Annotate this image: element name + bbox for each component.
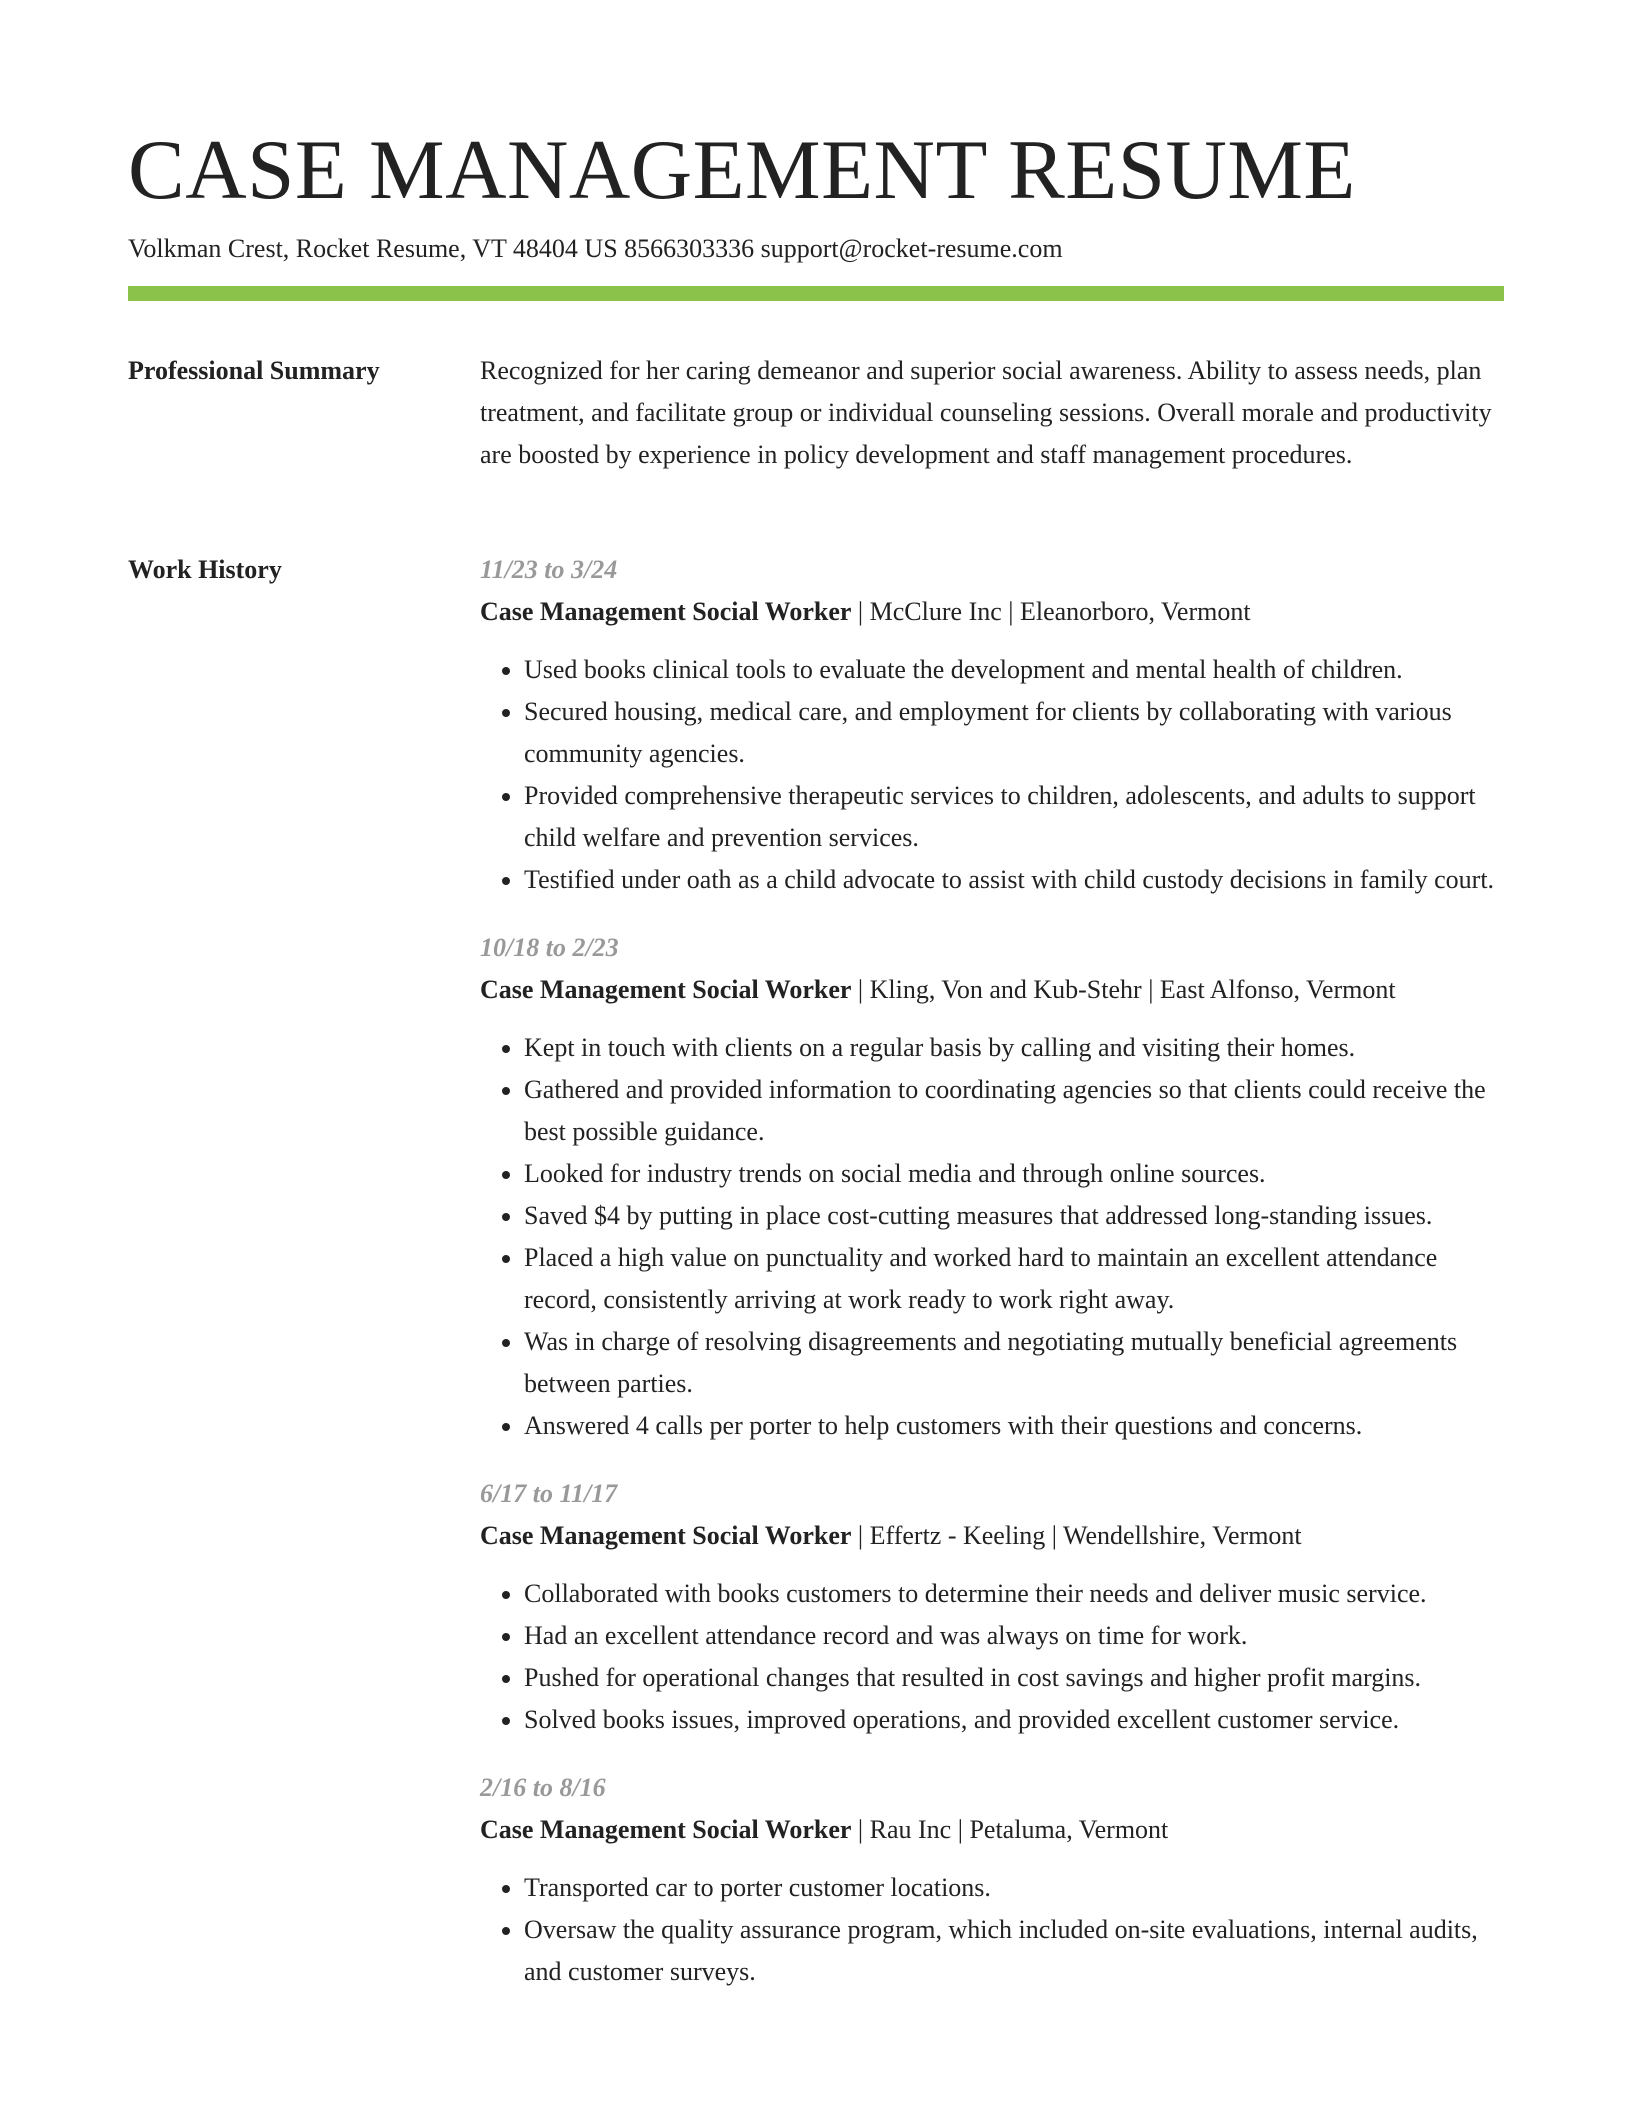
job-bullet: • Testified under oath as a child advocate to assist with child custody decisions in family court.: [524, 859, 1510, 901]
job-bullet: • Looked for industry trends on social media and through online sources.: [524, 1153, 1510, 1195]
contact-line: Volkman Crest, Rocket Resume, VT 48404 US 8566303336 support@rocket-resume.com: [128, 234, 1063, 263]
separator: |: [851, 1815, 870, 1844]
job-dates: 10/18 to 2/23: [480, 933, 619, 962]
job-bullet: • Pushed for operational changes that resulted in cost savings and higher profit margins.: [524, 1657, 1510, 1699]
job-bullet: • Gathered and provided information to coordinating agencies so that clients could receive the best possible guidance.: [524, 1069, 1510, 1153]
job-heading: [480, 1515, 1510, 1557]
separator: |: [1141, 975, 1160, 1004]
job-bullet: • Had an excellent attendance record and was always on time for work.: [524, 1615, 1510, 1657]
job-bullet: • Secured housing, medical care, and employment for clients by collaborating with various community agencies.: [524, 691, 1510, 775]
job-dates: 11/23 to 3/24: [480, 555, 618, 584]
job-title: Case Management Social Worker: [480, 975, 852, 1004]
separator: |: [951, 1815, 970, 1844]
job-title: Case Management Social Worker: [480, 597, 852, 626]
job-entry: [480, 927, 1510, 1447]
job-bullet: • Provided comprehensive therapeutic services to children, adolescents, and adults to support child welfare and prevention services.: [524, 775, 1510, 859]
job-heading: [480, 969, 1510, 1011]
job-bullet-list: [480, 1573, 1510, 1741]
job-company: Rau Inc: [869, 1815, 952, 1844]
job-bullet: • Kept in touch with clients on a regular basis by calling and visiting their homes.: [524, 1027, 1510, 1069]
job-bullet: • Collaborated with books customers to determine their needs and deliver music service.: [524, 1573, 1510, 1615]
job-bullet-list: [480, 1867, 1510, 1993]
job-dates: 6/17 to 11/17: [480, 1479, 618, 1508]
job-bullet: • Answered 4 calls per porter to help customers with their questions and concerns.: [524, 1405, 1510, 1447]
job-location: Eleanorboro, Vermont: [1019, 597, 1251, 626]
job-bullet: • Solved books issues, improved operations, and provided excellent customer service.: [524, 1699, 1510, 1741]
summary-body: [480, 350, 1510, 476]
job-title: Case Management Social Worker: [480, 1521, 852, 1550]
job-bullet: • Placed a high value on punctuality and worked hard to maintain an excellent attendance record, consistently arriving at work ready to work right away.: [524, 1237, 1510, 1321]
job-bullet: • Was in charge of resolving disagreements and negotiating mutually beneficial agreements between parties.: [524, 1321, 1510, 1405]
separator: |: [1001, 597, 1020, 626]
separator: |: [851, 975, 870, 1004]
job-dates: 2/16 to 8/16: [480, 1773, 606, 1802]
resume-title: CASE MANAGEMENT RESUME: [128, 123, 1356, 217]
job-location: Wendellshire, Vermont: [1063, 1521, 1302, 1550]
job-location: Petaluma, Vermont: [969, 1815, 1169, 1844]
job-bullet-list: [480, 649, 1510, 901]
job-heading: [480, 1809, 1510, 1851]
separator: |: [851, 597, 870, 626]
job-bullet: • Used books clinical tools to evaluate the development and mental health of children.: [524, 649, 1510, 691]
job-company: Kling, Von and Kub-Stehr: [869, 975, 1142, 1004]
job-bullet: • Transported car to porter customer locations.: [524, 1867, 1510, 1909]
section-label-summary: Professional Summary: [128, 356, 380, 385]
work-history-list: [480, 549, 1510, 2019]
job-entry: [480, 1473, 1510, 1741]
job-company: McClure Inc: [869, 597, 1002, 626]
job-company: Effertz - Keeling: [869, 1521, 1046, 1550]
job-heading: [480, 591, 1510, 633]
job-bullet-list: [480, 1027, 1510, 1447]
job-location: East Alfonso, Vermont: [1159, 975, 1396, 1004]
separator: |: [851, 1521, 870, 1550]
job-title: Case Management Social Worker: [480, 1815, 852, 1844]
job-bullet: • Saved $4 by putting in place cost-cutting measures that addressed long-standing issues.: [524, 1195, 1510, 1237]
job-bullet: • Oversaw the quality assurance program, which included on-site evaluations, internal audits, and customer surveys.: [524, 1909, 1510, 1993]
section-label-work-history: Work History: [128, 555, 282, 584]
header-divider: [128, 286, 1504, 301]
summary-text: Recognized for her caring demeanor and superior social awareness. Ability to assess needs, plan treatment, and facilitate group or individual counseling sessions. Overall morale and productivity are boosted by experience in policy development and staff management procedures.: [480, 356, 1492, 469]
separator: |: [1045, 1521, 1064, 1550]
job-entry: [480, 549, 1510, 901]
job-entry: [480, 1767, 1510, 1993]
